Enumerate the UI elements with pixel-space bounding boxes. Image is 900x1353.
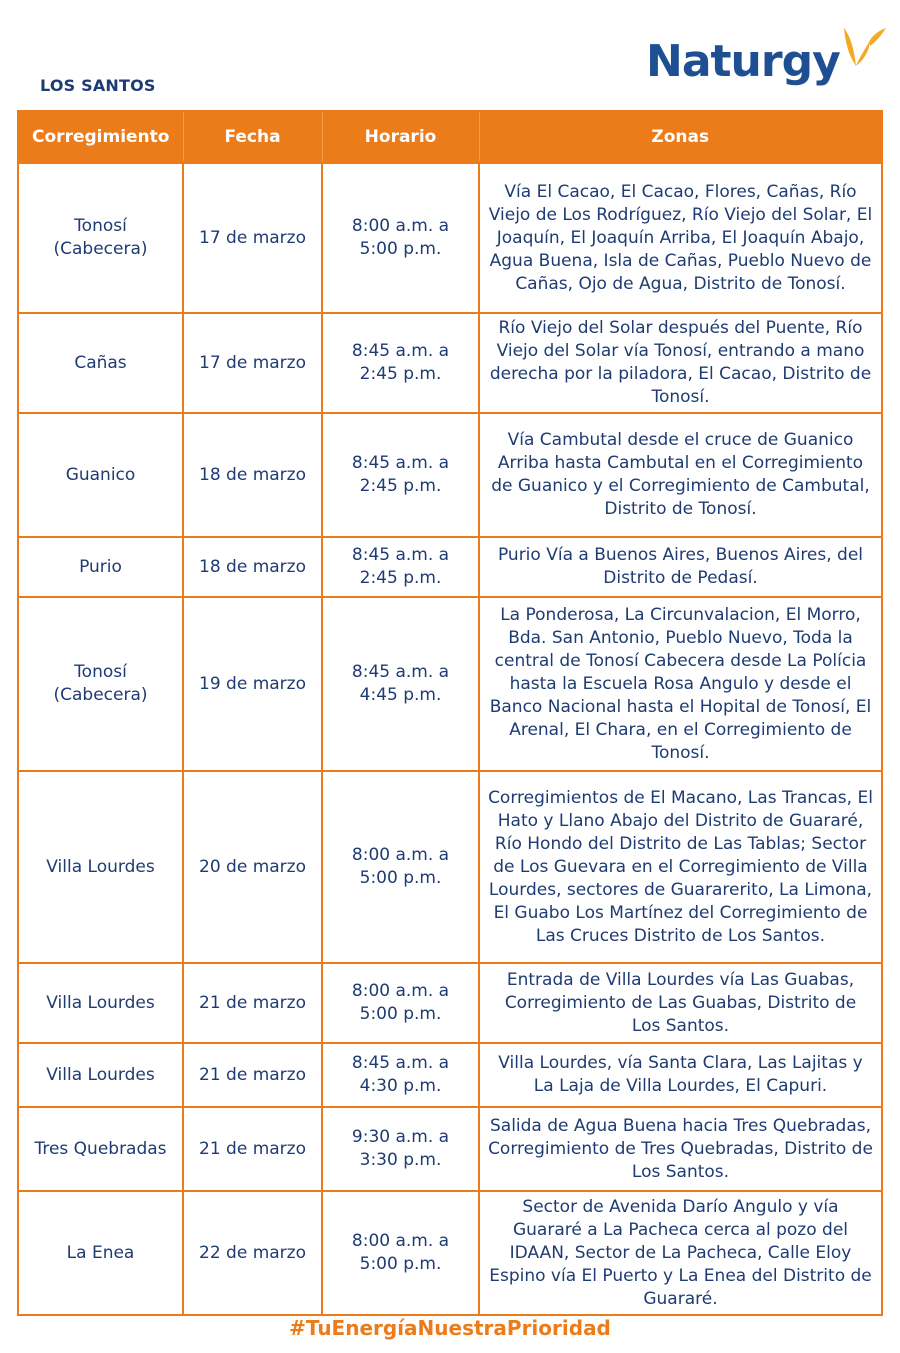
logo-text: Naturgy <box>646 36 840 87</box>
table-row <box>18 537 882 597</box>
cell-zonas: Purio Vía a Buenos Aires, Buenos Aires, del Distrito de Pedasí. <box>479 537 882 597</box>
table-row <box>18 1043 882 1107</box>
cell-corregimiento: La Enea <box>18 1191 183 1315</box>
cell-fecha: 17 de marzo <box>183 313 322 413</box>
cell-zonas: Salida de Agua Buena hacia Tres Quebradas, Corregimiento de Tres Quebradas, Distrito de Los Santos. <box>479 1107 882 1191</box>
cell-horario: 8:45 a.m. a 2:45 p.m. <box>322 537 479 597</box>
cell-fecha: 19 de marzo <box>183 597 322 771</box>
table-row <box>18 771 882 963</box>
cell-horario: 8:45 a.m. a 2:45 p.m. <box>322 313 479 413</box>
cell-zonas: Entrada de Villa Lourdes vía Las Guabas, Corregimiento de Las Guabas, Distrito de Los Santos. <box>479 963 882 1043</box>
table-row <box>18 1191 882 1315</box>
header-horario: Horario <box>322 111 479 163</box>
cell-corregimiento: Villa Lourdes <box>18 771 183 963</box>
cell-fecha: 18 de marzo <box>183 537 322 597</box>
table-row <box>18 1107 882 1191</box>
cell-horario: 8:45 a.m. a 2:45 p.m. <box>322 413 479 537</box>
cell-horario: 8:00 a.m. a 5:00 p.m. <box>322 771 479 963</box>
cell-corregimiento: Guanico <box>18 413 183 537</box>
cell-horario: 8:00 a.m. a 5:00 p.m. <box>322 963 479 1043</box>
table-row <box>18 313 882 413</box>
cell-fecha: 22 de marzo <box>183 1191 322 1315</box>
table-row <box>18 597 882 771</box>
cell-corregimiento: Tonosí (Cabecera) <box>18 597 183 771</box>
header-fecha: Fecha <box>183 111 322 163</box>
cell-fecha: 21 de marzo <box>183 1107 322 1191</box>
header-zonas: Zonas <box>479 111 882 163</box>
cell-fecha: 21 de marzo <box>183 1043 322 1107</box>
butterfly-icon <box>836 26 888 74</box>
cell-zonas: Río Viejo del Solar después del Puente, Río Viejo del Solar vía Tonosí, entrando a mano derecha por la piladora, El Cacao, Distrito de Tonosí. <box>479 313 882 413</box>
cell-horario: 8:00 a.m. a 5:00 p.m. <box>322 1191 479 1315</box>
table-header-row <box>18 111 882 163</box>
cell-horario: 8:45 a.m. a 4:30 p.m. <box>322 1043 479 1107</box>
cell-corregimiento: Purio <box>18 537 183 597</box>
cell-zonas: La Ponderosa, La Circunvalacion, El Morro, Bda. San Antonio, Pueblo Nuevo, Toda la central de Tonosí Cabecera desde La Polícia hasta la Escuela Rosa Angulo y desde el Banco Nacional hasta el Hopital de Tonosí, El Arenal, El Chara, en el Corregimiento de Tonosí. <box>479 597 882 771</box>
cell-horario: 8:45 a.m. a 4:45 p.m. <box>322 597 479 771</box>
naturgy-logo <box>646 26 888 87</box>
schedule-table <box>17 110 883 1316</box>
hashtag: #TuEnergíaNuestraPrioridad <box>289 1316 611 1340</box>
cell-corregimiento: Tres Quebradas <box>18 1107 183 1191</box>
cell-corregimiento: Villa Lourdes <box>18 963 183 1043</box>
cell-zonas: Corregimientos de El Macano, Las Trancas, El Hato y Llano Abajo del Distrito de Guararé, Río Hondo del Distrito de Las Tablas; Sector de Los Guevara en el Corregimiento de Villa Lourdes, sectores de Guararerito, La Limona, El Guabo Los Martínez del Corregimiento de Las Cruces Distrito de Los Santos. <box>479 771 882 963</box>
cell-zonas: Vía El Cacao, El Cacao, Flores, Cañas, Río Viejo de Los Rodríguez, Río Viejo del Solar, El Joaquín, El Joaquín Arriba, El Joaquín Abajo, Agua Buena, Isla de Cañas, Pueblo Nuevo de Cañas, Ojo de Agua, Distrito de Tonosí. <box>479 163 882 313</box>
cell-corregimiento: Cañas <box>18 313 183 413</box>
cell-horario: 9:30 a.m. a 3:30 p.m. <box>322 1107 479 1191</box>
cell-zonas: Villa Lourdes, vía Santa Clara, Las Lajitas y La Laja de Villa Lourdes, El Capuri. <box>479 1043 882 1107</box>
cell-fecha: 20 de marzo <box>183 771 322 963</box>
table-row <box>18 413 882 537</box>
cell-corregimiento: Villa Lourdes <box>18 1043 183 1107</box>
cell-fecha: 17 de marzo <box>183 163 322 313</box>
table-row <box>18 163 882 313</box>
cell-fecha: 21 de marzo <box>183 963 322 1043</box>
table-row <box>18 963 882 1043</box>
cell-corregimiento: Tonosí (Cabecera) <box>18 163 183 313</box>
cell-horario: 8:00 a.m. a 5:00 p.m. <box>322 163 479 313</box>
cell-fecha: 18 de marzo <box>183 413 322 537</box>
cell-zonas: Sector de Avenida Darío Angulo y vía Guararé a La Pacheca cerca al pozo del IDAAN, Sector de La Pacheca, Calle Eloy Espino vía El Puerto y La Enea del Distrito de Guararé. <box>479 1191 882 1315</box>
region-title: LOS SANTOS <box>40 76 156 95</box>
cell-zonas: Vía Cambutal desde el cruce de Guanico Arriba hasta Cambutal en el Corregimiento de Guanico y el Corregimiento de Cambutal, Distrito de Tonosí. <box>479 413 882 537</box>
header-corregimiento: Corregimiento <box>18 111 183 163</box>
